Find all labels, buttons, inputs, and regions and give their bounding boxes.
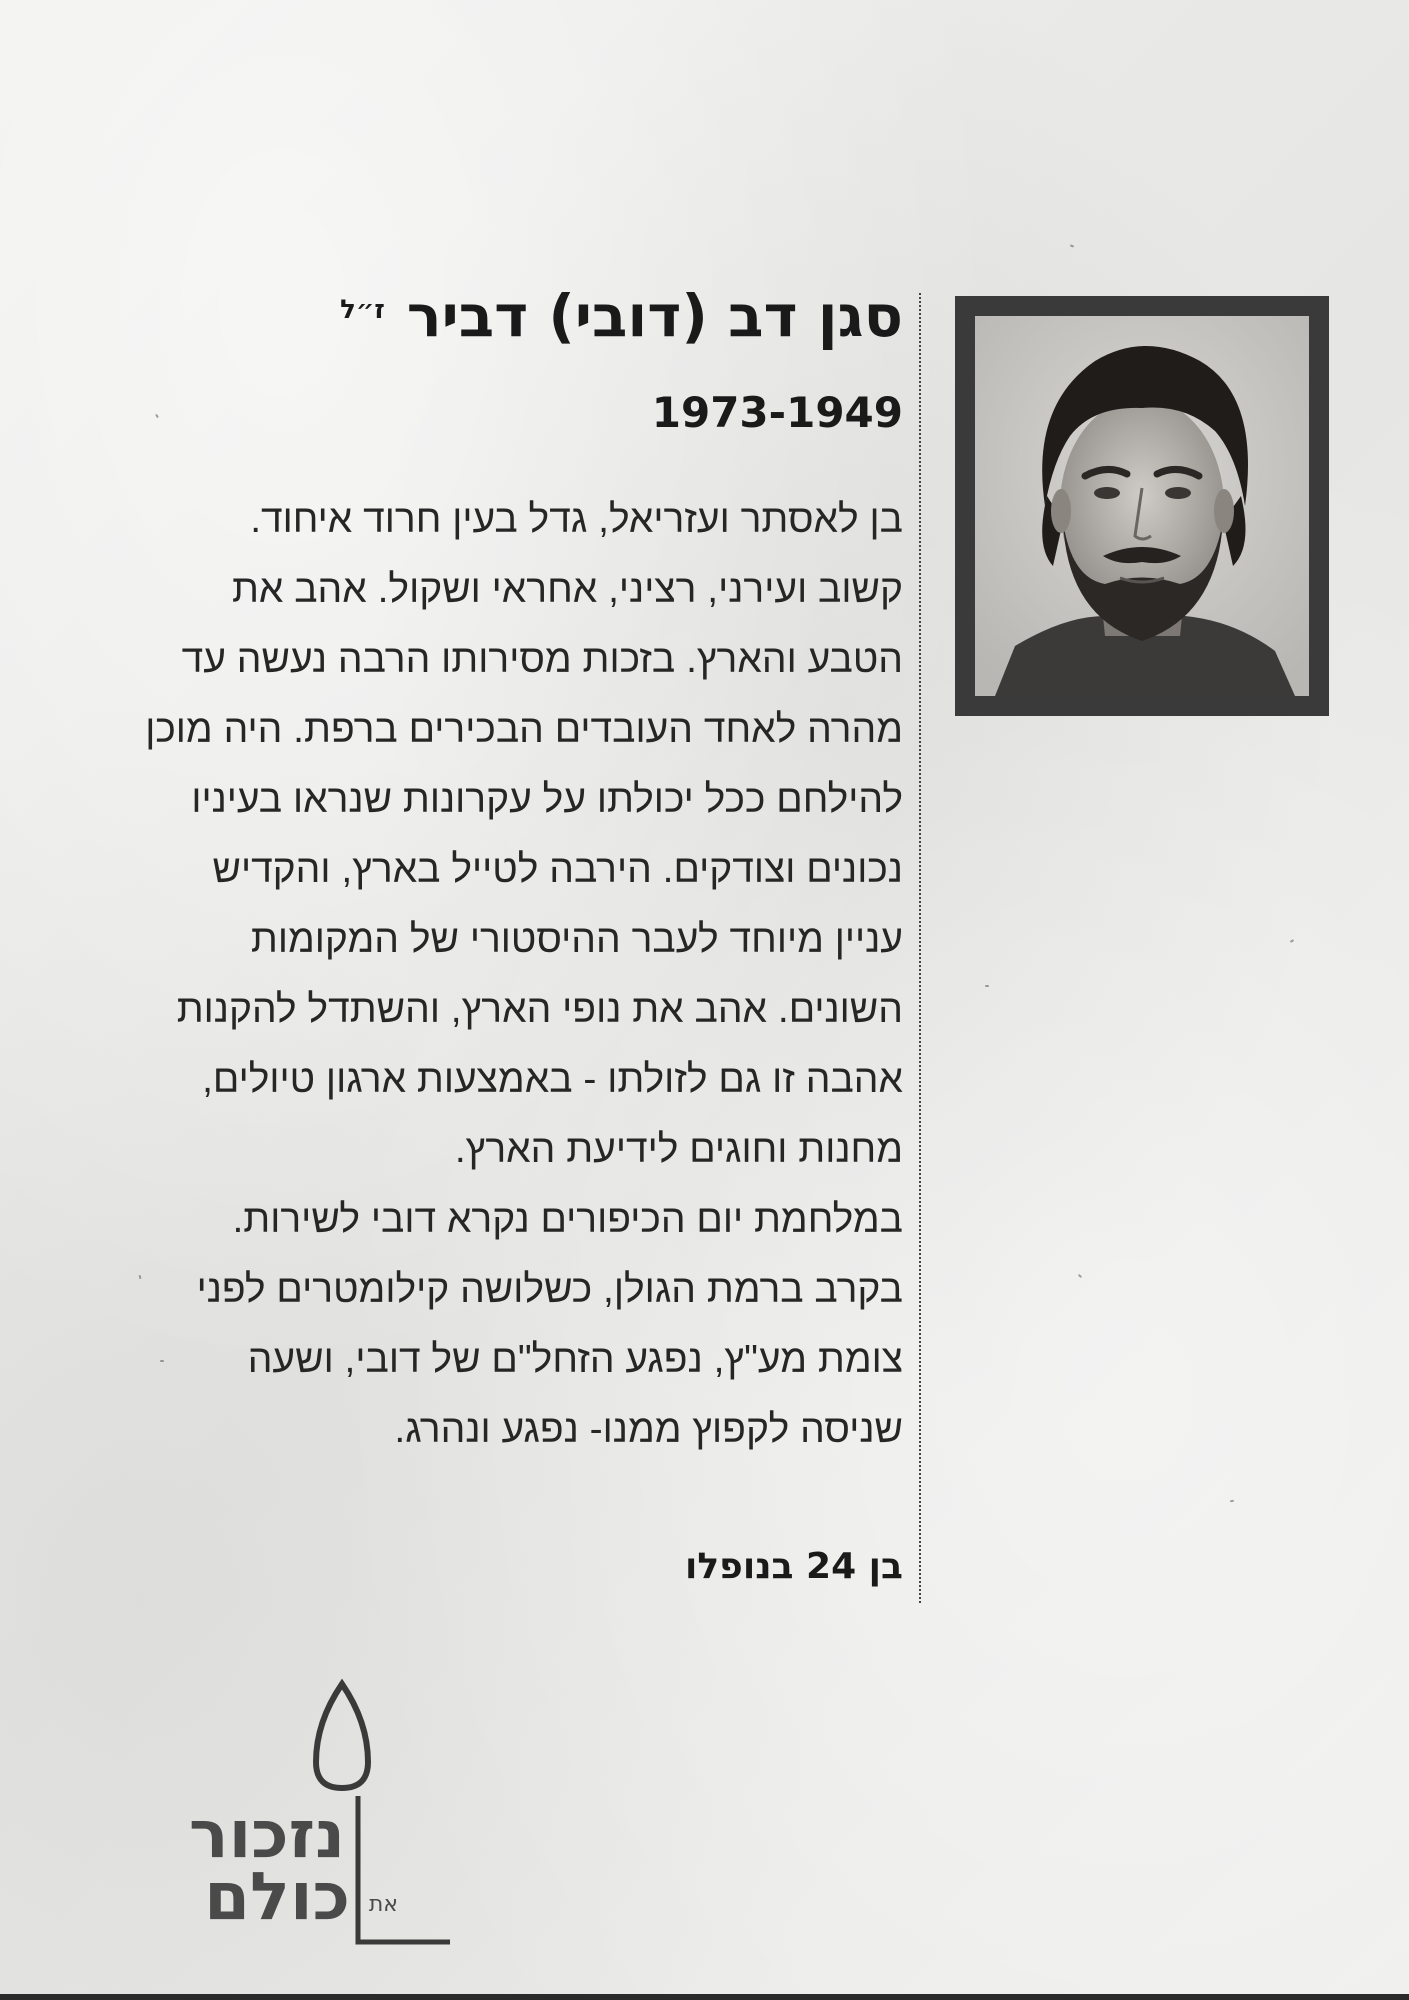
bio-line: שניסה לקפוץ ממנו- נפגע ונהרג. [394, 1408, 903, 1451]
paper-speck [155, 414, 159, 418]
portrait-illustration [975, 316, 1309, 696]
bio-line: השונים. אהב את נופי הארץ, והשתדל להקנות [176, 988, 903, 1031]
paper-speck [1230, 1500, 1234, 1503]
portrait-photo [975, 316, 1309, 696]
paper-speck [1290, 939, 1294, 943]
person-name: סגן דב (דובי) דביר [406, 282, 903, 350]
age-at-death: בן 24 בנופלו [685, 1546, 903, 1587]
logo-word-2: כולם [204, 1858, 350, 1935]
biography [95, 485, 903, 1465]
paper-speck [1078, 1274, 1082, 1278]
portrait-frame [955, 296, 1329, 716]
bio-line: להילחם ככל יכולתו על עקרונות שנראו בעיניו [191, 778, 903, 821]
bio-line: מהרה לאחד העובדים הבכירים ברפת. היה מוכן [145, 708, 903, 751]
logo-word-1: נזכור [188, 1796, 345, 1873]
paper-speck [1070, 244, 1074, 247]
title-row [340, 280, 903, 352]
dotted-divider [919, 293, 921, 1603]
bio-line: במלחמת יום הכיפורים נקרא דובי לשירות. [232, 1198, 903, 1241]
bio-line: מחנות וחוגים לידיעת הארץ. [454, 1128, 903, 1171]
bio-line: עניין מיוחד לעבר ההיסטורי של המקומות [250, 918, 903, 961]
bio-line: נכונים וצודקים. הירבה לטייל בארץ, והקדיש [212, 848, 903, 891]
bio-line: אהבה זו גם לזולתו - באמצעות ארגון טיולים, [202, 1058, 903, 1101]
paper-speck [985, 985, 989, 987]
logo-small-word: את [368, 1892, 398, 1917]
remember-them-all-logo [110, 1670, 450, 1970]
bio-line: בן לאסתר ועזריאל, גדל בעין חרוד איחוד. [250, 498, 903, 541]
bio-line: בקרב ברמת הגולן, כשלושה קילומטרים לפני [196, 1268, 903, 1311]
honorific: ז״ל [340, 295, 385, 325]
life-years: 1973-1949 [651, 388, 903, 437]
bio-line: צומת מע"ץ, נפגע הזחל"ם של דובי, ושעה [247, 1338, 903, 1381]
bio-line: קשוב ועירני, רציני, אחראי ושקול. אהב את [231, 568, 903, 611]
bottom-border [0, 1994, 1409, 2000]
bio-line: הטבע והארץ. בזכות מסירותו הרבה נעשה עד [181, 638, 903, 681]
